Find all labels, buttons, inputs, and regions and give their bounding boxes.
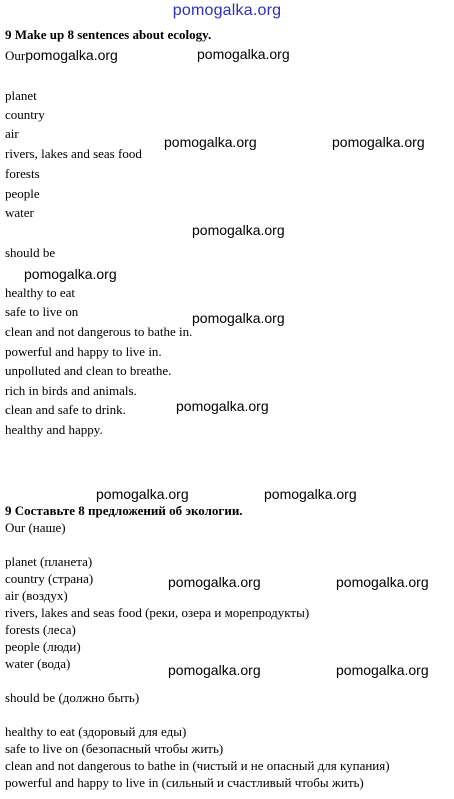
russian-subject-planet: planet (планета) xyxy=(5,554,93,569)
watermark: pomogalka.org xyxy=(176,398,269,414)
watermark: pomogalka.org xyxy=(332,134,425,150)
watermark: pomogalka.org xyxy=(336,662,429,678)
russian-subject-water: water (вода) xyxy=(5,656,71,671)
russian-subject-country: country (страна) xyxy=(5,571,94,586)
russian-subject-rivers: rivers, lakes and seas food (реки, озера и морепродукты) xyxy=(5,605,310,620)
russian-complement-3: clean and not dangerous to bathe in (чистый и не опасный для купания) xyxy=(5,758,390,773)
watermark: pomogalka.org xyxy=(164,134,257,150)
watermark-inline: pomogalka.org xyxy=(25,47,118,63)
english-subject-rivers: rivers, lakes and seas food xyxy=(5,146,142,161)
watermark: pomogalka.org xyxy=(192,222,285,238)
russian-complement-2: safe to live on (безопасный чтобы жить) xyxy=(5,741,224,756)
english-complement-5: unpolluted and clean to breathe. xyxy=(5,363,172,378)
english-subject-air: air xyxy=(5,126,19,141)
watermark: pomogalka.org xyxy=(168,662,261,678)
watermark: pomogalka.org xyxy=(197,46,290,62)
watermark: pomogalka.org xyxy=(168,574,261,590)
russian-subject-people: people (люди) xyxy=(5,639,81,654)
russian-exercise-title: 9 Составьте 8 предложений об экологии. xyxy=(5,503,243,518)
english-should-be: should be xyxy=(5,245,56,260)
english-subject-forests: forests xyxy=(5,166,40,181)
russian-complement-4: powerful and happy to live in (сильный и счастливый чтобы жить) xyxy=(5,775,364,790)
russian-should-be: should be (должно быть) xyxy=(5,690,140,705)
english-complement-2: safe to live on xyxy=(5,304,79,319)
russian-complement-1: healthy to eat (здоровый для еды) xyxy=(5,724,187,739)
english-subject-water: water xyxy=(5,205,34,220)
english-exercise-title: 9 Make up 8 sentences about ecology. xyxy=(5,27,212,42)
english-subject-people: people xyxy=(5,186,40,201)
watermark: pomogalka.org xyxy=(192,310,285,326)
english-complement-4: powerful and happy to live in. xyxy=(5,344,162,359)
english-subject-planet: planet xyxy=(5,88,37,103)
english-subject-country: country xyxy=(5,107,45,122)
watermark: pomogalka.org xyxy=(264,486,357,502)
watermark: pomogalka.org xyxy=(96,486,189,502)
english-our-line xyxy=(5,47,118,64)
site-header-link[interactable]: pomogalka.org xyxy=(172,2,282,19)
english-complement-1: healthy to eat xyxy=(5,285,76,300)
watermark: pomogalka.org xyxy=(336,574,429,590)
english-complement-6: rich in birds and animals. xyxy=(5,383,137,398)
russian-subject-forests: forests (леса) xyxy=(5,622,76,637)
english-complement-8: healthy and happy. xyxy=(5,422,103,437)
english-complement-7: clean and safe to drink. xyxy=(5,402,126,417)
russian-our-line: Our (наше) xyxy=(5,520,66,535)
english-complement-3: clean and not dangerous to bathe in. xyxy=(5,324,193,339)
russian-subject-air: air (воздух) xyxy=(5,588,68,603)
english-our-word: Our xyxy=(5,48,26,63)
watermark: pomogalka.org xyxy=(24,266,117,282)
